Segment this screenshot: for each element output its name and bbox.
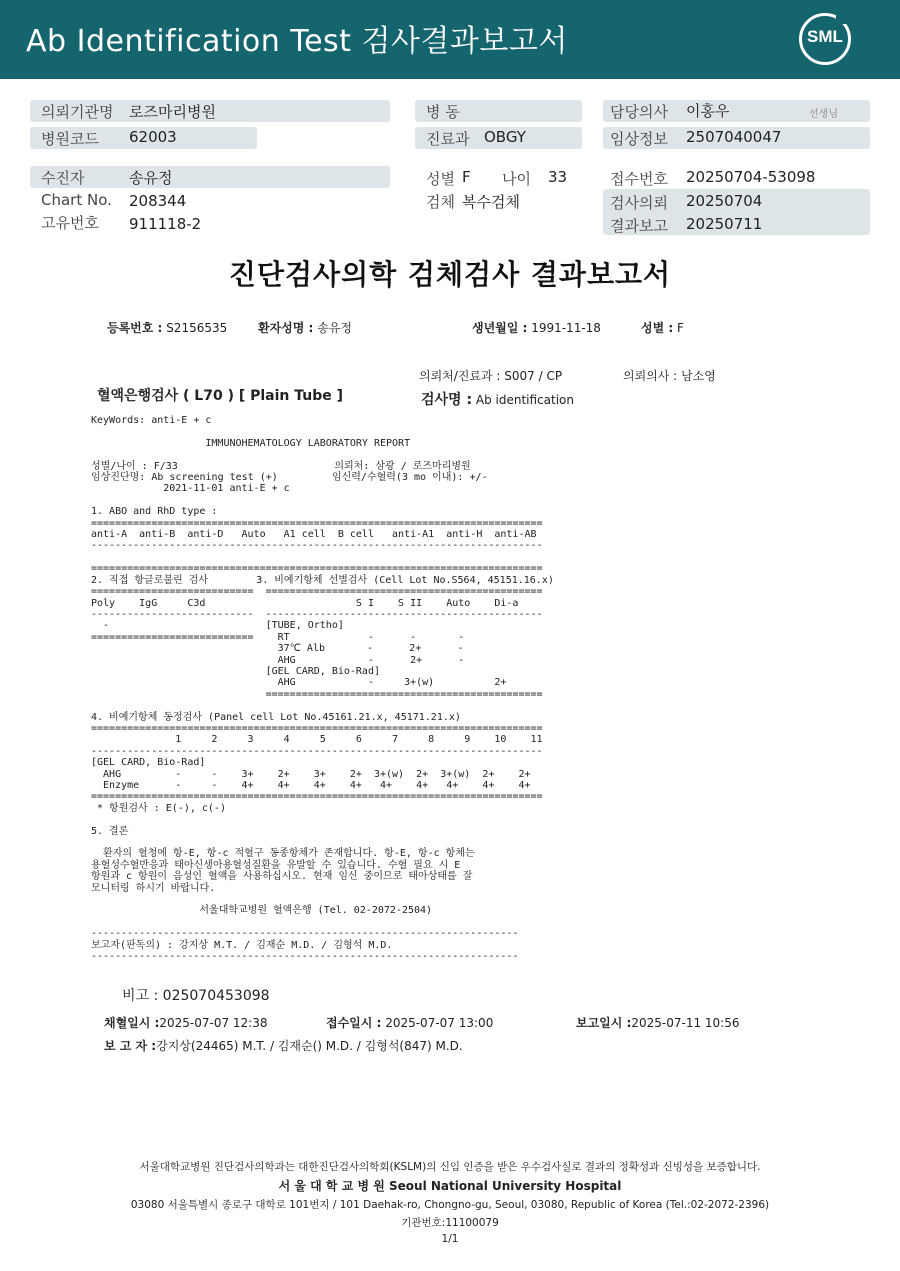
report-date-label: 결과보고: [610, 217, 668, 235]
hospital-code-value: 62003: [129, 128, 177, 146]
reg-value: S2156535: [166, 321, 228, 335]
reg-label: 등록번호 :: [107, 321, 163, 335]
note-value: 025070453098: [162, 988, 270, 1004]
registration-line: [107, 319, 227, 336]
age-value: 33: [548, 168, 568, 186]
dob-label: 생년월일 :: [472, 321, 528, 335]
receive-value: 2025-07-07 13:00: [385, 1016, 494, 1030]
page-number: 1/1: [441, 1233, 459, 1245]
collect-line: [104, 1014, 268, 1031]
receive-line: [326, 1014, 493, 1031]
header-bar: [0, 0, 900, 79]
unique-no-label: 고유번호: [41, 214, 99, 232]
patient-name-line: [258, 319, 352, 336]
reported-line: [576, 1014, 740, 1031]
test-group: 혈액은행검사 ( L70 ) [ Plain Tube ]: [97, 388, 344, 404]
patient-value: 송유정: [129, 169, 173, 187]
specimen-label: 검체: [426, 193, 455, 211]
reporter-line: [104, 1037, 463, 1054]
report-date-value: 20250711: [686, 215, 763, 233]
dob-line: [472, 319, 601, 336]
doctor-suffix: 선생님: [809, 109, 838, 120]
dept-value: S007 / CP: [504, 369, 563, 383]
test-name-label: 검사명 :: [421, 392, 473, 408]
page-title: Ab Identification Test 검사결과보고서: [26, 24, 568, 59]
test-name-line: [421, 389, 574, 409]
receive-label: 접수일시 :: [326, 1016, 382, 1030]
reporter-value: 강지상(24465) M.T. / 김재순() M.D. / 김형석(847) M.D.: [156, 1039, 463, 1053]
reporter-label: 보 고 자 :: [104, 1039, 157, 1053]
dept-line: [419, 367, 562, 384]
receipt-no-label: 접수번호: [610, 170, 668, 188]
doctor-value: 이홍우: [686, 102, 730, 120]
physician-line: [623, 367, 716, 384]
unique-no-value: 911118-2: [129, 215, 202, 233]
report-sex-line: [641, 319, 684, 336]
request-date-label: 검사의뢰: [610, 194, 668, 212]
physician-label: 의뢰의사 :: [623, 369, 678, 383]
institution-number: 기관번호:11100079: [401, 1217, 499, 1229]
logo-ring-gap: [836, 12, 850, 24]
dob-value: 1991-11-18: [531, 321, 601, 335]
patient-label: 수진자: [41, 169, 85, 187]
sex-label: 성별: [426, 170, 455, 188]
hospital-name: 서 울 대 학 교 병 원 Seoul National University Hospital: [278, 1179, 622, 1193]
department-value: OBGY: [484, 128, 526, 146]
ward-label: 병 동: [426, 103, 460, 121]
hospital-address: 03080 서울특별시 종로구 대학로 101번지 / 101 Daehak-ro, Chongno-gu, Seoul, 03080, Republic of Korea (Tel.:02-2072-2396): [130, 1199, 770, 1211]
note-label: 비고 :: [122, 988, 159, 1004]
chart-no-value: 208344: [129, 192, 187, 210]
department-label: 진료과: [426, 130, 470, 148]
logo-text: SML: [807, 27, 843, 46]
name-label: 환자성명 :: [258, 321, 314, 335]
collect-value: 2025-07-07 12:38: [159, 1016, 268, 1030]
requesting-org-label: 의뢰기관명: [41, 103, 114, 121]
reported-value: 2025-07-11 10:56: [631, 1016, 740, 1030]
chart-no-label: Chart No.: [41, 191, 112, 209]
report-sex-label: 성별 :: [641, 321, 674, 335]
doctor-label: 담당의사: [610, 103, 668, 121]
test-name-value: Ab identification: [475, 393, 574, 407]
dept-label: 의뢰처/진료과 :: [419, 369, 501, 383]
name-value: 송유정: [317, 321, 352, 335]
request-date-value: 20250704: [686, 192, 763, 210]
requesting-org-value: 로즈마리병원: [129, 103, 216, 121]
sex-value: F: [462, 168, 471, 186]
sml-logo: [799, 13, 851, 65]
report-body: KeyWords: anti-E + c IMMUNOHEMATOLOGY LABORATORY REPORT 성별/나이 : F/33 의뢰처: 삼광 / 로즈마리병원 임상진단명: Ab screening test (+) 임신력/수혈력(3 mo 이내): +/- 2021-11-01 anti-E + c 1. ABO and RhD type : =========================================================================== anti-A anti-B anti-D Auto A1 cell B cell anti-A1 anti-H anti-AB --------------------------------------------------------------------------- =========================================================================== 2. 직접 항글로불린 검사 3. 비예기항체 선별검사 (Cell Lot No.S564, 45151.16.x) =========================== ============================================== Poly IgG C3d S I S II Auto Di-a --------------------------- ---------------------------------------------- - [TUBE, Ortho] =========================== RT - - - 37℃ Alb - 2+ - AHG - 2+ - [GEL CARD, Bio-Rad] AHG - 3+(w) 2+ ============================================== 4. 비예기항체 동정검사 (Panel cell Lot No.45161.21.x, 45171.21.x) =========================================================================== 1 2 3 4 5 6 7 8 9 10 11 --------------------------------------------------------------------------- [GEL CARD, Bio-Rad] AHG - - 3+ 2+ 3+ 2+ 3+(w) 2+ 3+(w) 2+ 2+ Enzyme - - 4+ 4+ 4+ 4+ 4+ 4+ 4+ 4+ 4+ =========================================================================== * 항원검사 : E(-), c(-) 5. 결론 환자의 혈청에 항-E, 항-c 적혈구 동종항체가 존재합니다. 항-E, 항-c 항체는 용혈성수혈반응과 태아신생아용혈성질환을 유발할 수 있습니다. 수혈 필요 시 E 항원과 c 항원이 음성인 혈액을 사용하십시오. 현재 임신 중이므로 태아상태를 잘 모니터링 하시기 바랍니다. 서울대학교병원 혈액은행 (Tel. 02-2072-2504) ----------------------------------------------------------------------- 보고자(판독의) : 강지상 M.T. / 김재순 M.D. / 김형석 M.D. -----------------------------------------------------------------------: [91, 415, 554, 963]
reported-label: 보고일시 :: [576, 1016, 632, 1030]
hospital-code-label: 병원코드: [41, 130, 99, 148]
receipt-no-value: 20250704-53098: [686, 168, 816, 186]
physician-value: 남소영: [681, 369, 716, 383]
certification-text: 서울대학교병원 진단검사의학과는 대한진단검사의학회(KSLM)의 신임 인증을 받은 우수검사실로 결과의 정확성과 신빙성을 보증합니다.: [139, 1161, 761, 1173]
note-line: [122, 985, 270, 1005]
clinical-info-value: 2507040047: [686, 128, 782, 146]
clinical-info-label: 임상정보: [610, 130, 668, 148]
age-label: 나이: [502, 170, 531, 188]
report-sex-value: F: [677, 321, 684, 335]
collect-label: 채혈일시 :: [104, 1016, 160, 1030]
specimen-value: 복수검체: [462, 193, 520, 211]
report-title: 진단검사의학 검체검사 결과보고서: [228, 258, 672, 291]
